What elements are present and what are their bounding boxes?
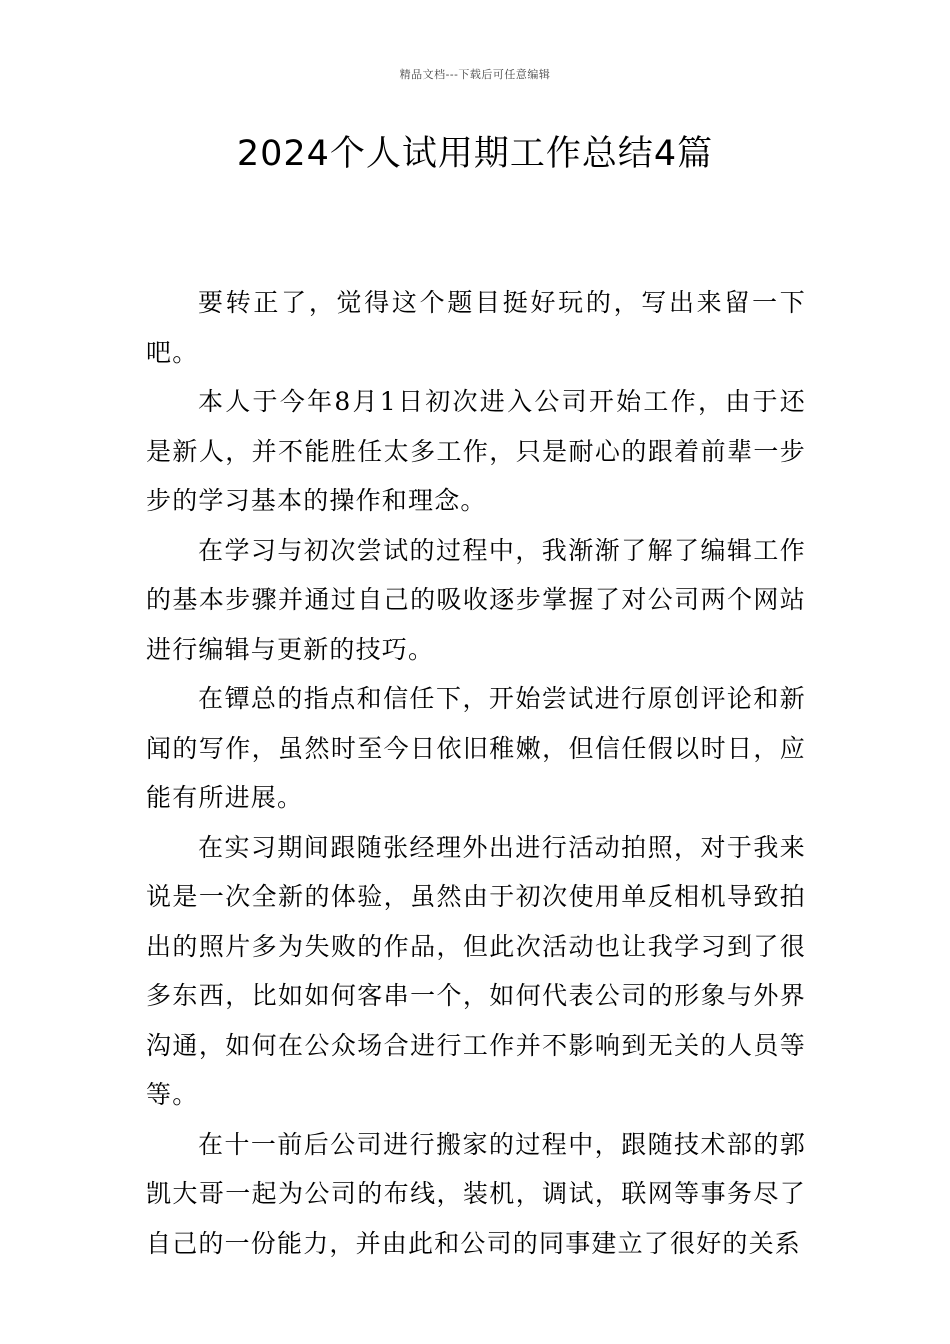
paragraph: 本人于今年8月1日初次进入公司开始工作，由于还是新人，并不能胜任太多工作，只是耐心的跟着前辈一步步的学习基本的操作和理念。: [146, 387, 806, 515]
header-note: 精品文档---下载后可任意编辑: [399, 68, 551, 81]
paragraph: 要转正了，觉得这个题目挺好玩的，写出来留一下吧。: [146, 288, 806, 367]
paragraph: 在学习与初次尝试的过程中，我渐渐了解了编辑工作的基本步骤并通过自己的吸收逐步掌握了对公司两个网站进行编辑与更新的技巧。: [146, 535, 806, 664]
document-title: 2024个人试用期工作总结4篇: [236, 134, 714, 174]
paragraph: 在镡总的指点和信任下，开始尝试进行原创评论和新闻的写作，虽然时至今日依旧稚嫩，但信任假以时日，应能有所进展。: [146, 684, 806, 812]
paragraph: 在实习期间跟随张经理外出进行活动拍照，对于我来说是一次全新的体验，虽然由于初次使用单反相机导致拍出的照片多为失败的作品，但此次活动也让我学习到了很多东西，比如如何客串一个，如何代表公司的形象与外界沟通，如何在公众场合进行工作并不影响到无关的人员等等。: [146, 832, 806, 1109]
document-body: [146, 278, 806, 1268]
paragraph: 在十一前后公司进行搬家的过程中，跟随技术部的郭凯大哥一起为公司的布线，装机，调试，联网等事务尽了自己的一份能力，并由此和公司的同事建立了很好的关系: [146, 1129, 806, 1258]
